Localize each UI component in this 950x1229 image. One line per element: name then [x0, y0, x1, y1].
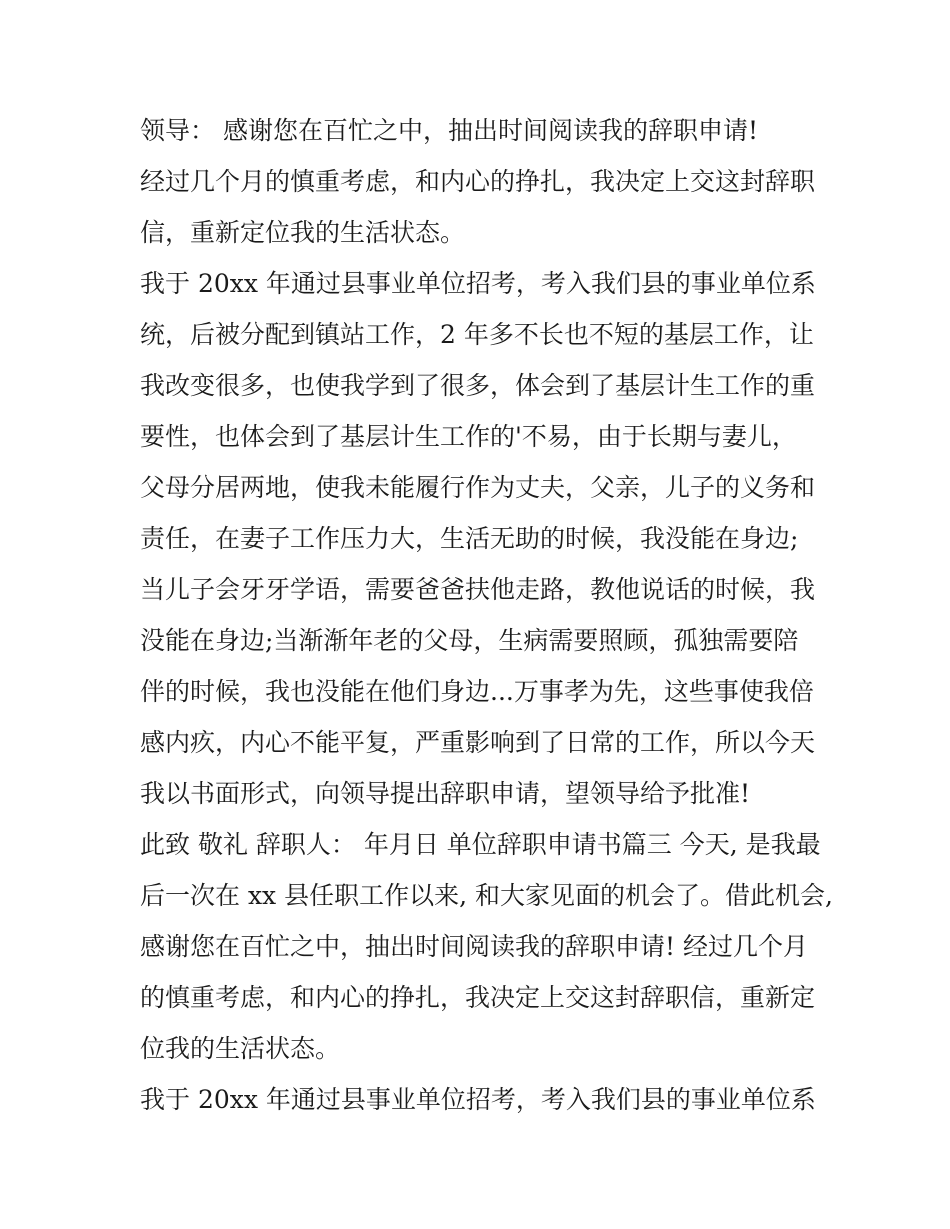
- text-line: 位我的生活状态。: [140, 1034, 341, 1063]
- text-line: 我于 20xx 年通过县事业单位招考，考入我们县的事业单位系: [140, 1085, 816, 1114]
- text-line: 我改变很多，也使我学到了很多，体会到了基层计生工作的重: [140, 371, 816, 400]
- text-line: 的慎重考虑，和内心的挣扎，我决定上交这封辞职信，重新定: [140, 983, 816, 1012]
- text-line: 领导： 感谢您在百忙之中，抽出时间阅读我的辞职申请!: [140, 116, 758, 145]
- text-line: 感内疚，内心不能平复，严重影响到了日常的工作，所以今天: [140, 728, 816, 757]
- text-line: 我以书面形式，向领导提出辞职申请，望领导给予批准!: [140, 779, 751, 808]
- text-line: 父母分居两地，使我未能履行作为丈夫，父亲，儿子的义务和: [140, 473, 816, 502]
- text-line: 经过几个月的慎重考虑，和内心的挣扎，我决定上交这封辞职: [140, 167, 816, 196]
- text-line: 要性，也体会到了基层计生工作的'不易，由于长期与妻儿，: [140, 422, 797, 451]
- text-line: 没能在身边;当渐渐年老的父母，生病需要照顾，孤独需要陪: [140, 626, 799, 655]
- text-line: 伴的时候，我也没能在他们身边...万事孝为先，这些事使我倍: [140, 677, 814, 706]
- text-line: 我于 20xx 年通过县事业单位招考，考入我们县的事业单位系: [140, 269, 816, 298]
- document-body: [140, 105, 833, 1125]
- text-line: 统，后被分配到镇站工作，2 年多不长也不短的基层工作，让: [140, 320, 814, 349]
- text-line: 此致 敬礼 辞职人： 年月日 单位辞职申请书篇三 今天, 是我最: [140, 830, 821, 859]
- text-line: 责任，在妻子工作压力大，生活无助的时候，我没能在身边;: [140, 524, 799, 553]
- text-line: 后一次在 xx 县任职工作以来, 和大家见面的机会了。借此机会,: [140, 881, 833, 910]
- text-line: 当儿子会牙牙学语，需要爸爸扶他走路，教他说话的时候，我: [140, 575, 816, 604]
- text-line: 感谢您在百忙之中，抽出时间阅读我的辞职申请! 经过几个月: [140, 932, 808, 961]
- text-line: 信，重新定位我的生活状态。: [140, 218, 466, 247]
